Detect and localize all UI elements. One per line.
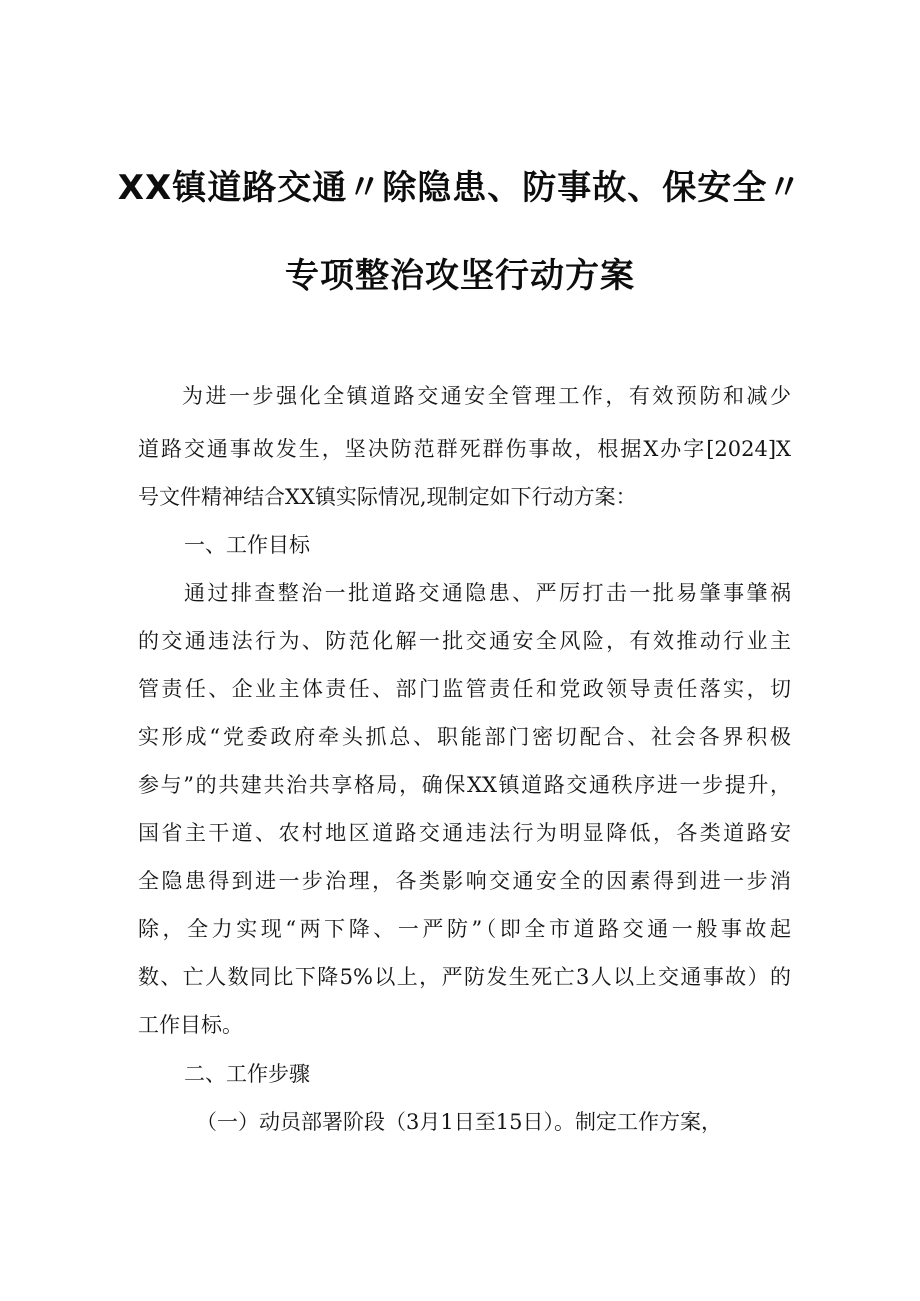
intro-paragraph-line: 号文件精神结合XX镇实际情况,现制定如下行动方案：: [138, 485, 637, 509]
document-title-line-1: XX镇道路交通〃除隐患、防事故、保安全〃: [117, 168, 803, 208]
goals-paragraph-line: 管责任、企业主体责任、部门监管责任和党政领导责任落实，切: [138, 677, 791, 701]
goals-paragraph-line: 参与”的共建共治共享格局，确保XX镇道路交通秩序进一步提升，: [138, 773, 791, 797]
intro-paragraph-line: 道路交通事故发生，坚决防范群死群伤事故，根据X办字[2024]X: [138, 437, 791, 461]
goals-paragraph-line: 实形成“党委政府牵头抓总、职能部门密切配合、社会各界积极: [138, 725, 791, 749]
goals-paragraph-line: 数、亡人数同比下降5%以上，严防发生死亡3人以上交通事故）的: [138, 965, 791, 989]
goals-paragraph-line: 的交通违法行为、防范化解一批交通安全风险，有效推动行业主: [138, 629, 791, 653]
goals-paragraph-line: 国省主干道、农村地区道路交通违法行为明显降低，各类道路安: [138, 821, 791, 845]
section-heading-goals: 一、工作目标: [184, 533, 310, 557]
section-heading-steps: 二、工作步骤: [184, 1062, 310, 1086]
goals-paragraph-line: 通过排查整治一批道路交通隐患、严厉打击一批易肇事肇祸: [184, 581, 791, 605]
document-title-line-2: 专项整治攻坚行动方案: [285, 256, 635, 296]
steps-paragraph-line: （一）动员部署阶段（3月1日至15日）。制定工作方案，: [196, 1110, 722, 1134]
goals-paragraph-line: 工作目标。: [138, 1013, 243, 1037]
goals-paragraph-line: 全隐患得到进一步治理，各类影响交通安全的因素得到进一步消: [138, 869, 791, 893]
intro-paragraph-line: 为进一步强化全镇道路交通安全管理工作，有效预防和减少: [182, 384, 791, 408]
goals-paragraph-line: 除，全力实现“两下降、一严防”（即全市道路交通一般事故起: [138, 917, 791, 941]
